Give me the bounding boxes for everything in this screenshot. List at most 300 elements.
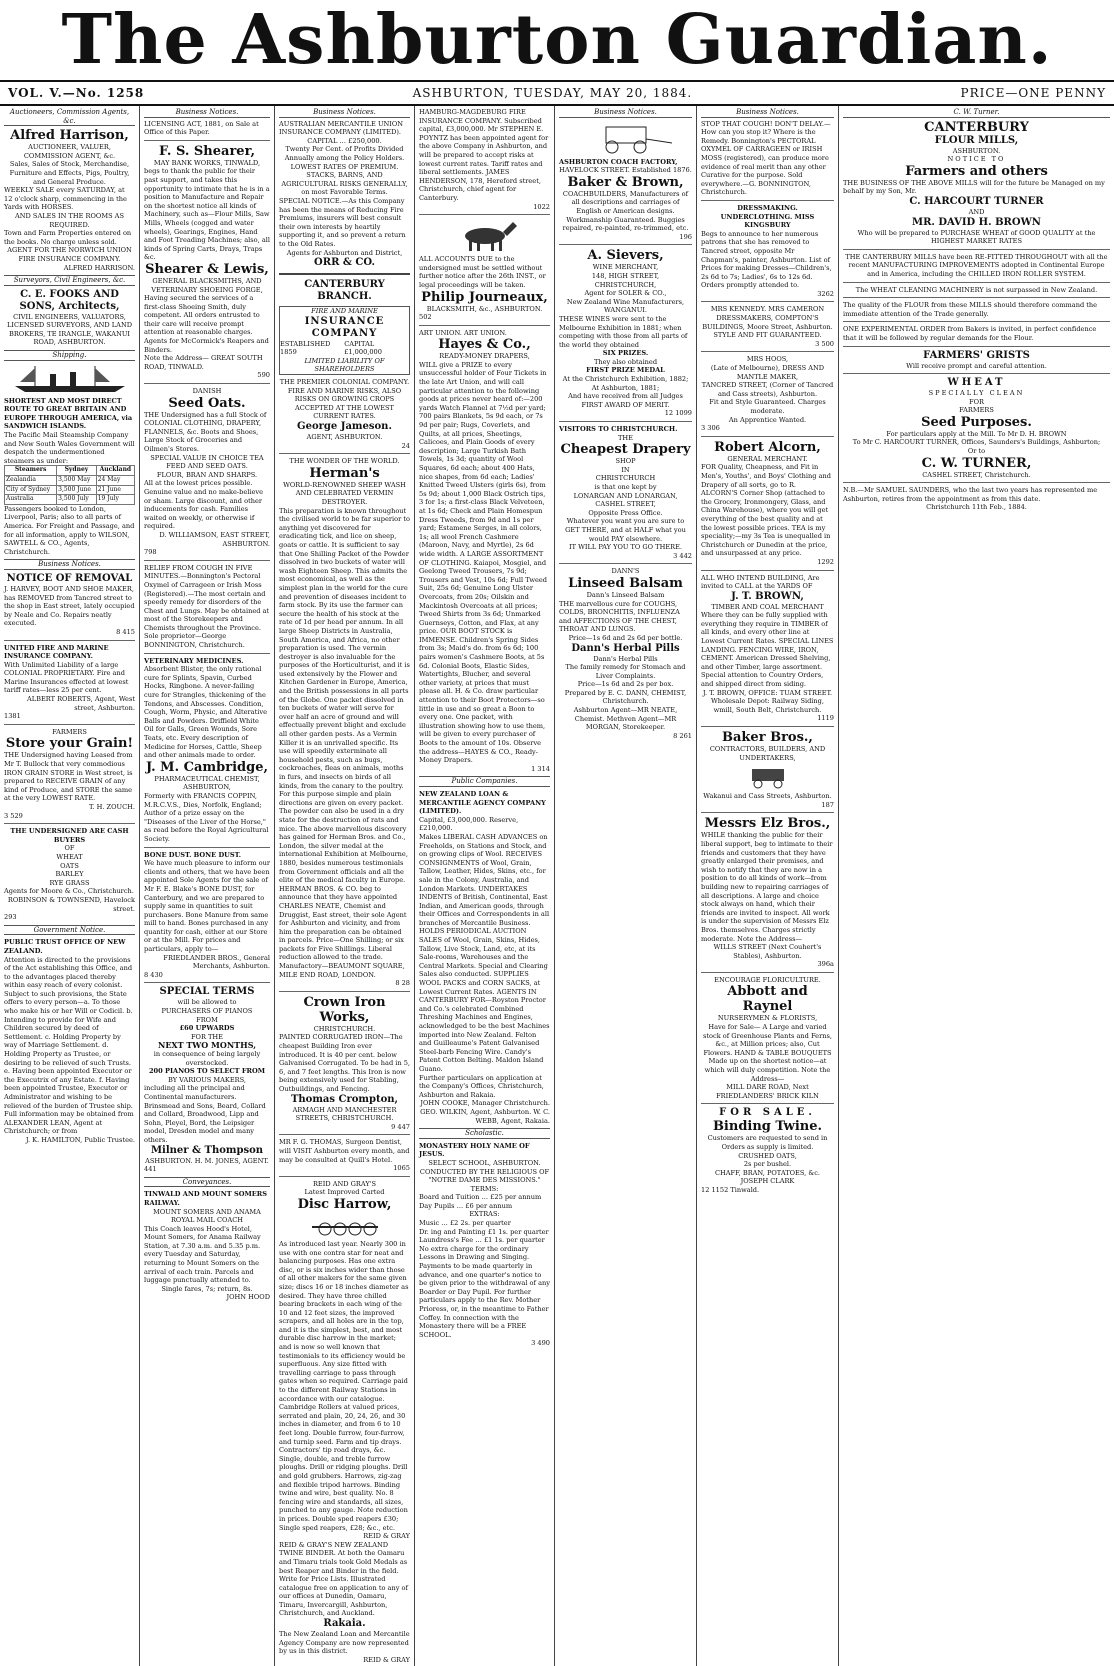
ad-body: Where they can be fully supplied with everything they require in TIMBER of all kinds, and every other line at Lowest Current Rates. SPECIAL LINES LANDING. FENCING WIRE, IRON, CEMENT. American Dressed Shelving, and other Timber, large assortment. Special attention to Country Orders, and shipped direct from siding.: [701, 611, 834, 689]
ad-body: N.B.—Mr SAMUEL SAUNDERS, who the last two years has represented me Ashburton, retires from the appointment as from this date.: [843, 486, 1098, 503]
ad-title: C. E. FOOKS AND SONS, Architects,: [19, 288, 120, 312]
logo-text: INSURANCE COMPANY: [304, 315, 385, 339]
volume-number: VOL. V.—No. 1258: [8, 86, 145, 100]
ad-number: 3 529: [4, 811, 23, 820]
ad-number: 1 314: [531, 764, 550, 773]
table-cell: 24 May: [96, 476, 134, 486]
ad-body: Price—1s 6d and 2s per box.: [577, 680, 674, 689]
logo-text: LIMITED LIABILITY OF SHAREHOLDERS: [304, 356, 385, 374]
ad-body: FOR: [969, 397, 984, 406]
ad-signature: Milner & Thompson: [150, 1144, 264, 1156]
ad-body: THE marvellous cure for COUGHS, COLDS, BRONCHITIS, INFLUENZA and AFFECTIONS OF THE CHEST, THROAT AND LUNGS.: [559, 599, 680, 634]
ad-body: Price—1s 6d and 2s 6d per bottle.: [568, 633, 683, 642]
ad-address: CASHEL STREET,: [595, 500, 656, 509]
ad-body: PURCHASERS OF PIANOS: [161, 1007, 253, 1016]
ad-body: LOWEST RATES OF PREMIUM.: [290, 162, 399, 171]
list-item: OATS: [60, 861, 79, 870]
ad-body: For particulars apply at the Mill. To Mr D. H. BROWN: [886, 429, 1067, 438]
ad-body: Agents for Moore & Co., Christchurch.: [4, 887, 134, 896]
ad-title: Farmers and others: [905, 163, 1048, 179]
table-cell: 21 June: [96, 485, 134, 495]
ad-body: Brinsmead and Sons, Beard, Collard and Collard, Broadwood, Lipp and Sohn, Pleyel, Bord, the Leipsiger model, Dresden model and many others.: [144, 1101, 266, 1144]
ad-body: No extra charge for the ordinary Lessons in Drawing and Singing. Payments to be made quarterly in advance, and one quarter's notice to be given prior to the withdrawal of any Boarder or Day Pupil. For further particulars apply to the Rev. Mother Prioress, or, in the meantime to Father Coffey. In connection with the Monastery there will be a FREE SCHOOL.: [419, 1244, 550, 1339]
ad-body: AND SALES IN THE ROOMS AS REQUIRED.: [15, 211, 124, 229]
ad-body: THE Undersigned has a full Stock of COLONIAL CLOTHING, DRAPERY, FLANNELS, &c. Boots and Shoes, Large Stock of Groceries and Oilmen's Stores.: [144, 410, 267, 453]
ad-body: STOP THAT COUGH! DON'T DELAY.—How can you stop it? Where is the Remedy. Bonnington's PECTORAL OXYMEL OF CARRAGEEN or IRISH MOSS (registered), can produce more evidence of real merit than any other Curative for the purpose. Sold everywhere.—G. BONNINGTON, Christchurch.: [701, 119, 831, 197]
ad-body: ONE EXPERIMENTAL ORDER from Bakers is invited, in perfect confidence that it will be followed by regular demands for the Flour.: [843, 325, 1097, 342]
ad-body: Dann's Linseed Balsam: [586, 590, 665, 599]
disc-harrow-illustration: [310, 1215, 380, 1237]
ad-signature: D. WILLIAMSON, EAST STREET, ASHBURTON.: [159, 530, 270, 548]
ad-body: PAINTED CORRUGATED IRON—The cheapest Building Iron ever introduced. It is 40 per cent. below Galvanised Corrugated. To be had in 5, 6, and 7 feet lengths. This Iron is now being extensively used for Stabling, Outbuildings, and Fencing.: [279, 1033, 411, 1093]
ad-number: 12 1152 Tinwald.: [701, 1185, 760, 1194]
capital-label: CAPITAL: [307, 136, 338, 145]
ad-number: 8 261: [673, 731, 692, 740]
ad-subtitle: GENERAL BLACKSMITHS, AND VETERINARY SHOEING FORGE,: [151, 276, 263, 294]
column-6: [697, 106, 839, 1666]
section-header: Public Companies.: [419, 776, 550, 787]
list-item: Board and Tuition … £25 per annum: [419, 1193, 542, 1202]
ad-title: Seed Purposes.: [921, 414, 1032, 430]
ad-body: The family remedy for Stomach and Liver Complaints.: [565, 663, 686, 680]
logo-text: FIRE AND MARINE: [311, 307, 378, 316]
logo-text: ESTABLISHED 1859: [280, 339, 331, 357]
ad-body: All at the lowest prices possible. Genuine value and no make-believe or sham. Large discount, and other inducements for cash. Families waited on weekly, or otherwise if required.: [144, 479, 264, 531]
ad-number: 1381: [4, 712, 21, 721]
ad-address: ASHBURTON.: [952, 146, 1001, 155]
ad-title: Abbott and Raynel: [727, 984, 808, 1015]
ad-number: 293: [4, 913, 17, 922]
ad-body: begs to thank the public for their past support, and takes this opportunity to intimate that he is in a position to Manufacture and Repair on the shortest notice all kinds of Machinery, such as—Flour Mills, Saw Mills, Wheels (cogged and water wheels), Gearings, Engines, Hand and Foot Treading Machines; also, all kinds of Spring Carts, Drays, Traps &c.: [144, 167, 270, 262]
ad-signature: C. W. TURNER,: [921, 455, 1032, 471]
ad-body: Ashburton Agent—MR NEATE, Chemist. Methven Agent—MR MORGAN, Storekeeper.: [573, 706, 678, 732]
ad-body: including all the principal and Continental manufacturers.: [144, 1084, 245, 1101]
ad-address: 148, HIGH STREET,: [591, 271, 660, 280]
ad-body: Formerly with FRANCIS COPPIN, M.R.C.V.S., Dies, Norfolk, England; Author of a prize essay on the "Diseases of the Liver of the Horse," as read before the Royal Agricultural Society.: [144, 791, 269, 843]
ad-title: F. S. Shearer,: [158, 143, 256, 159]
ad-body: At the Christchurch Exhibition, 1882; At Ashburton, 1881;: [562, 375, 689, 392]
ad-title: CANTERBURY: [924, 119, 1029, 135]
ad-address: WILLS STREET (Next Couhert's Stables), Ashburton.: [713, 943, 822, 960]
table-header: Steamers: [5, 466, 57, 476]
ad-body: RELIEF FROM COUGH IN FIVE MINUTES.—Bonnington's Pectoral Oxymel of Carrageen or Irish Moss (Registered).—The most certain and speedy remedy for disorders of the Chest and Lungs. May be obtained at most of the Storekeepers and Chemists throughout the Province. Sole proprietor—George BONNINGTON, Christchurch.: [144, 563, 270, 650]
ad-body: LICENSING ACT, 1881, on Sale at Office of this Paper.: [144, 119, 259, 137]
ad-body: CIVIL ENGINEERS, VALUATORS, LICENSED SURVEYORS, AND LAND BROKERS, TE IRANGLE, WAKANUI ROAD, ASHBURTON.: [6, 312, 132, 347]
ad-body: Dann's Herbal Pills: [593, 654, 658, 663]
ad-title: BONE DUST. BONE DUST.: [144, 850, 242, 859]
ad-signature: ROBINSON & TOWNSEND, Havelock street.: [7, 895, 135, 913]
ad-title: NEW ZEALAND LOAN & MERCANTILE AGENCY COMPANY (LIMITED).: [419, 789, 546, 816]
section-header: Surveyors, Civil Engineers, &c.: [4, 275, 135, 286]
ad-title: J. M. Cambridge,: [145, 759, 268, 775]
ad-signature: ORR & CO.: [314, 257, 375, 269]
ad-body: ALL ACCOUNTS DUE to the undersigned must be settled without further notice after the 26th INST., or legal proceedings will be taken.: [419, 255, 546, 289]
ad-body: Makes LIBERAL CASH ADVANCES on Freeholds, on Stations and Stock, and on growing clips of Wool. RECEIVES CONSIGNMENTS of Wool, Grain, Tallow, Leather, Hides, Skins, etc., for sale in the Colony, Australia, and London Markets. UNDERTAKES INDENTS of British, Continental, East Indian, and American goods, through their Offices and Correspondents in all branches of Mercantile Business. HOLDS PERIODICAL AUCTION SALES of Wool, Grain, Skins, Hides, Tallow, Live Stock, Land, etc, at its Sale-rooms, Warehouses and the Central Markets. Special and Clearing Sales also conducted. SUPPLIES WOOL PACKS and CORN SACKS, at Lowest Current Rates. AGENTS IN CANTERBURY FOR—Royston Proctor and Co.'s celebrated Combined Threshing Machines and Engines, acknowledged to be the best Machines imported into New Zealand. Felton and Guilleaume's Patent Galvanised Steel-barb Fencing Wire. Candy's Patent Cotton Belting. Maldon Island Guano.: [419, 832, 550, 1073]
ad-body: Begs to announce to her numerous patrons that she has removed to Tancred street, opposite Mr Chapman's, painter, Ashburton. List of Prices for making Dresses—Children's, 2s 6d to 7s; Ladies', 6s to 12s 6d. Orders promptly attended to.: [701, 229, 832, 290]
ad-title: ASHBURTON COACH FACTORY,: [559, 157, 678, 166]
ad-body: in consequence of being largely overstocked.: [153, 1050, 261, 1067]
ad-title: Store your Grain!: [5, 736, 134, 752]
ad-body: New Zealand Wine Manufacturers, WANGANUI.: [566, 297, 685, 315]
ad-subtitle: READY-MONEY DRAPERS,: [439, 352, 530, 361]
ad-address: Wholesale Depot: Railway Siding, wmill, South Belt, Christchurch.: [711, 697, 824, 714]
ad-body: IN: [621, 465, 630, 474]
ad-body: ASHBURTON. H. M. JONES, AGENT.: [145, 1156, 269, 1165]
ad-subtitle: AUCTIONEER, VALUER, COMMISSION AGENT, &c.: [23, 143, 116, 160]
ad-body: Town and Farm Properties entered on the books. No charge unless sold.: [4, 229, 132, 246]
ad-title: TINWALD AND MOUNT SOMERS RAILWAY.: [144, 1190, 268, 1207]
ad-body: FROM: [196, 1015, 218, 1024]
ad-title: FARMERS' GRISTS: [923, 349, 1030, 361]
ad-body: AGENT FOR THE NORWICH UNION FIRE INSURANCE COMPANY.: [7, 246, 132, 263]
ad-body: They also obtained: [593, 357, 658, 366]
ad-number: 3262: [817, 289, 834, 298]
ad-title: Herman's: [309, 465, 380, 481]
table-cell: Zealandia: [5, 476, 57, 486]
ad-signature: JOHN COOKE, Manager Christchurch. GEO. WILKIN, Agent, Ashburton. W. C. WEBB, Agent, Rakaia.: [420, 1099, 550, 1125]
ad-title: Crown Iron Works,: [303, 994, 386, 1025]
ad-subtitle: BLACKSMITH, &c., ASHBURTON.: [426, 304, 543, 313]
table-cell: 3,500 June: [57, 485, 97, 495]
ad-body: THESE WINES were sent to the Melbourne Exhibition in 1881; when competing with those from all parts of the world they obtained: [559, 314, 688, 349]
ad-number: 12 1099: [664, 409, 692, 418]
ad-body: With Unlimited Liability of a large COLONIAL PROPRIETARY. Fire and Marine Insurances effected at lowest tariff rates—less 25 per cent.: [4, 660, 129, 695]
ad-subtitle: NURSERYMEN & FLORISTS,: [717, 1014, 818, 1023]
ad-number: 8 430: [144, 970, 163, 979]
ad-signature: JOHN HOOD: [226, 1293, 270, 1302]
ad-body: As introduced last year. Nearly 300 in use with one contra star for neat and balancing purposes. Has one extra disc, or is six inches wider than those of all other makers for the same given size; discs 16 or 18 inches diameter as desired. They have three chilled bearing brackets in each wing of the 10 and 12 feet sizes, the improved scrapers, and all holes are in the top, and it is the simplest, best, and most durable disc harrow in the market; and is now so well known that testimonials to its efficiency would be superfluous. Any size fitted with travelling carriage to pass through gates when so required. Carriage paid to the different Railway Stations in accordance with our catalogue. Cambridge Rollers at valued prices, serrated and plain, 20, 24, 26, and 30 inches in diameter, and from 6 to 10 feet long. Double furrow, four-furrow, and turnip seed. Farm and tip drays. Contractors' tip road drays, &c. Single, double, and treble furrow ploughs. Drill or ridging ploughs. Drill and gold grubbers. Harrows, zig-zag and flexible tripod harrows. Binding twine and wire, best quality. No. 8 fencing wire and standards, all sizes, punched to any gauge. Note reduction in prices. Double sped reapers £30; Single sped reapers, £28; &c., etc.: [279, 1239, 409, 1532]
ad-number: 1119: [817, 714, 834, 723]
ad-number: 9 447: [391, 1122, 410, 1131]
ad-body: THE Undersigned having Leased from Mr T. Bullock that very commodious IRON GRAIN STORE in West street, is prepared to RECEIVE GRAIN of any kind of Produce, and STORE the same at the very LOWEST RATE.: [4, 751, 133, 803]
ad-body: Passengers booked to London, Liverpool, Paris; also to all parts of America. For Freight and Passage, and for all information, apply to WILSON, SAWTELL & CO., Agents, Christchurch.: [4, 504, 135, 556]
ad-body: THE CANTERBURY MILLS have been RE-FITTED THROUGHOUT with all the recent MANUFACTURING IMPROVEMENTS adopted in Continental Europe and in America, including the CHILLED IRON ROLLER SYSTEM.: [845, 252, 1108, 278]
ad-body: C. HARCOURT TURNER: [909, 195, 1044, 207]
ad-subtitle: WORLD-RENOWNED SHEEP WASH AND CELEBRATED VERMIN DESTROYER.: [283, 480, 406, 506]
ad-subtitle: MOUNT SOMERS AND ANAMA ROYAL MAIL COACH: [153, 1207, 261, 1225]
ad-body: Manufactory—BEAUMONT SQUARE, MILE END ROAD, LONDON.: [279, 962, 405, 979]
ad-subtitle: HAVELOCK STREET. Established 1876.: [559, 166, 692, 175]
ad-body: The WHEAT CLEANING MACHINERY is not surpassed in New Zealand.: [855, 285, 1098, 294]
steamship-illustration: [10, 364, 130, 394]
ad-body: Further particulars on application at the Company's Offices, Christchurch, Ashburton and Rakaia.: [419, 1073, 544, 1099]
ad-title: J. T. BROWN,: [731, 590, 804, 602]
ad-signature: JOSEPH CLARK: [740, 1177, 795, 1186]
ad-title: A. Sievers,: [587, 248, 664, 264]
ad-pretitle: ART UNION. ART UNION.: [419, 328, 507, 337]
ad-body: WILL give a PRIZE to every unsuccessful holder of Four Tickets in the late Art Union, and will call particular attention to the following goods at prices never heard of:—200 yards Watch Flannel at 7½d per yard; 700 pairs Blankets, 5s 9d each, or 7s 9d per pair; Rugs, Coverlets, and Quilts, at all prices, Sheetings, Calicoes, and Plain Goods of every description; Large Turkish Bath Towels, 1s 3d; quantity of Wool Squares, 6d each; about 400 Hats, nice shapes, from 6d each; Ladies' Knitted Tweed Ulsters (girls 6s), from 5s 9d; about 1,000 Black Ostrich tips, 3 for 1s; a first-class Black Velveteen, at 1s 6d; Check and Plain Homespun Dress Tweeds, from 9d and 1s per yard; Estamene Serges, in all colors, 1s; all wool French Cashmere (Maroon, Navy, and Myrtle), 2s 6d wide width. A LARGE ASSORTMENT OF CLOTHING. Kaiapoi, Mosgiel, and Geelong Tweed Trousers, 7s 9d; Trousers and Vest, 10s 6d; Full Tweed Suit, 25s 6d; Genuine Long Ulster Overcoats, from 20s; Oilskin and Mackintosh Overcoats at all prices; Tweed Shirts from 3s 6d; Unmarked Guernseys, Cotton, and Flax, at any price. OUR BOOT STOCK is IMMENSE. Children's Spring Sides from 3s; Maid's do. from 6s 6d; 100 pairs women's Cashmere Boots, at 5s 6d. Colonial Boots, Elastic Sides, Watertights, Blucher, and several other variety, at prices that must please all. H. & Co. draw particular attention to their Boot Protectors—so little in use and so great a Boon to every one. One packet, with illustration showing how to use them, will be given to every purchaser of Boots to the amount of 10s. Observe the address—HAYES & CO., Ready-Money Drapers.: [419, 360, 548, 765]
ad-number: 441: [144, 1165, 157, 1174]
ad-body: Who will be prepared to PURCHASE WHEAT of GOOD QUALITY at the HIGHEST MARKET RATES: [857, 228, 1096, 246]
ad-address: TANCRED STREET, (Corner of Tancred and Cass streets), Ashburton.: [701, 381, 834, 398]
ad-number: 3 442: [673, 551, 692, 560]
insurance-logo: [279, 306, 410, 375]
table-cell: 3,500 May: [57, 476, 97, 486]
ad-number: 1292: [817, 557, 834, 566]
ad-body: IT WILL PAY YOU TO GO THERE.: [568, 543, 683, 552]
ad-body: THE PREMIER COLONIAL COMPANY.: [279, 378, 410, 387]
column-3: [275, 106, 415, 1666]
ad-body: Have for Sale— A Large and varied stock of Greenhouse Plants and Ferns, &c., at Million prices; also, Cut Flowers. HAND & TABLE BOUQUETS Made up on the shortest notice—at which will duly competition. Note the Address—: [703, 1023, 832, 1083]
ad-title: SHORTEST AND MOST DIRECT ROUTE TO GREAT BRITAIN AND EUROPE THROUGH AMERICA, via SANDWICH ISLANDS.: [4, 396, 133, 431]
ad-subtitle: PHARMACEUTICAL CHEMIST, ASHBURTON,: [154, 774, 260, 792]
ad-body: J. HARVEY, BOOT AND SHOE MAKER, has REMOVED from Tancred street to the shop in East street, lately occupied by Neale and Co. Repairs neatly executed.: [4, 584, 135, 628]
ad-body: This preparation is known throughout the civilised world to be far superior to anything yet discovered for eradicating tick, and lice on sheep, goats or cattle. It is sufficient to say that One Shilling Packet of the Powder dissolved in two buckets of water will wash Eighteen Sheep. This admits the most economical, as well as the simplest plan in the world for the cure and prevention of diseases incident to farm stock. By its use the farmer can secure the health of his stock at the rate of 1d per head per annum. In all large Sheep Districts in Australia, South America, and Africa, no other preparation is used. The vermin destroyer is also invaluable for the purposes of the Horticulturist, and it is used extensively by the Flower and Kitchen Gardener in Europe, America, and the British possessions in all parts of the Globe. One packet dissolved in ten buckets of water will serve for over half an acre of ground and will effectually prevent blight and exclude all other garden pests. As a Vermin Killer it is an unrivalled specific. Its use will speedily exterminate all household pests, such as bugs, cockroaches, fleas on animals, moths in furs, and insects on birds of all kinds, from the canary to the poultry. For this purpose simple and plain directions are given on every packet. The powder can also be used in a dry state for the destruction of rats and mice. The above marvellous discovery has gained for Herman Bros. and Co., London, the silver medal at the international Exhibition at Melbourne, 1880, besides numerous testimonials from Government officials and all the elite of the medical faculty in Europe.: [279, 506, 410, 885]
coach-illustration: [576, 121, 676, 155]
page-columns: [0, 106, 1114, 1664]
hearse-illustration: [738, 765, 798, 789]
ad-title: THE UNDERSIGNED ARE CASH BUYERS: [10, 827, 129, 844]
capital-value: £250,000.: [348, 136, 382, 145]
ad-subtitle: WINE MERCHANT,: [592, 263, 659, 272]
ad-body: Agent for SOLER & CO.,: [584, 289, 667, 298]
ad-title: Binding Twine.: [712, 1119, 823, 1135]
ad-number: 8 28: [395, 979, 410, 988]
ad-title: PUBLIC TRUST OFFICE OF NEW ZEALAND.: [4, 938, 126, 955]
ad-signature: Thomas Crompton,: [290, 1093, 399, 1105]
ad-title: Shearer & Lewis,: [145, 261, 269, 277]
ad-number: 187: [821, 800, 834, 809]
ad-body: NOTICE TO: [947, 155, 1006, 164]
ad-body: Twenty Per Cent. of Profits Divided Annually among the Policy Holders.: [284, 145, 405, 162]
ad-body: Having secured the services of a first-class Shoeing Smith, duly competent. All orders entrusted to their care will receive prompt attention at reasonable charges. Agents for McCormick's Reapers and Binders.: [144, 294, 269, 354]
ad-title: MRS HOOS,: [746, 355, 789, 364]
column-4: [415, 106, 555, 1666]
ad-body: ALL WHO INTEND BUILDING, Are invited to CALL at the YARDS OF: [701, 573, 820, 591]
section-header: Business Notices.: [4, 559, 135, 570]
ad-number: 3 490: [531, 1339, 550, 1348]
ad-body: FIRST PRIZE MEDAL: [586, 366, 665, 375]
list-item: Laundress's Fee … £1 1s. per quarter: [419, 1236, 545, 1245]
ad-pretitle: THE WONDER OF THE WORLD.: [289, 457, 400, 466]
ad-subtitle: GENERAL MERCHANT.: [727, 454, 808, 463]
ad-number: 1022: [533, 202, 550, 211]
ad-body: MR F. G. THOMAS, Surgeon Dentist, will VISIT Ashburton every month, and may be consulted at Quill's Hotel.: [279, 1138, 410, 1164]
table-row: [5, 466, 135, 476]
ad-body: The New Zealand Loan and Mercantile Agency Company are now represented by us in this district.: [279, 1630, 410, 1656]
ad-body: SIX PRIZES.: [602, 349, 649, 358]
ad-body: REID & GRAY'S NEW ZEALAND TWINE BINDER. At both the Oamaru and Timaru trials took Gold Medals as best Reaper and Binder in the field. Write for Price Lists. Illustrated catalogue free on application to any of our offices at Dunedin, Oamaru, Timaru, Invercargill, Ashburton, Christchurch, and Auckland.: [279, 1540, 408, 1618]
ad-pretitle: REID AND GRAY'S: [312, 1179, 377, 1188]
column-5: [555, 106, 697, 1666]
ad-body: SPECIAL VALUE IN CHOICE TEA: [150, 453, 264, 462]
ad-subtitle: Latest Improved Carted: [304, 1188, 385, 1197]
ad-pretitle: FOR SALE.: [719, 1107, 816, 1119]
ad-address: ARMAGH AND MANCHESTER STREETS, CHRISTCHURCH.: [292, 1105, 397, 1123]
ad-body: OF: [64, 844, 75, 853]
ad-body: CONDUCTED BY THE RELIGIOUS OF "NOTRE DAME DES MISSIONS.": [419, 1167, 550, 1185]
ad-body: SHOP: [615, 457, 636, 466]
dateline: [0, 80, 1114, 106]
ad-subtitle: MAY BANK WORKS, TINWALD,: [153, 158, 261, 167]
ad-title: MONASTERY HOLY NAME OF JESUS.: [419, 1141, 530, 1159]
ad-number: 3 500: [815, 339, 834, 348]
ad-body: NEXT TWO MONTHS,: [158, 1040, 256, 1051]
ad-body: FIRE AND MARINE RISKS, ALSO RISKS ON GROWING CROPS ACCEPTED AT THE LOWEST CURRENT RATES.: [287, 386, 402, 421]
ad-subtitle: (Late of Melbourne), DRESS AND MANTLE MAKER,: [710, 364, 825, 381]
section-header: C. W. Turner.: [843, 108, 1110, 118]
ad-body: 2s per bushel.: [743, 1160, 792, 1169]
ad-subtitle: TIMBER AND COAL MERCHANT: [711, 602, 824, 611]
ad-body: MRS KENNEDY. MRS CAMERON DRESSMAKERS, COMPTON'S BUILDINGS, Moore Street, Ashburton. STYLE AND FIT GUARANTEED.: [702, 305, 833, 340]
ad-signature: FRIEDLANDER BROS., General Merchants, Ashburton.: [163, 953, 270, 971]
ad-body: TERMS:: [470, 1184, 499, 1193]
ad-body: FARMERS: [959, 406, 994, 415]
ad-number: 24: [401, 441, 410, 450]
ad-body: AND: [968, 207, 985, 216]
section-header: Government Notice.: [4, 925, 135, 936]
section-header: Business Notices.: [701, 108, 834, 118]
ad-body: LONARGAN AND LONARGAN,: [573, 491, 678, 500]
ad-body: MR. DAVID H. BROWN: [912, 216, 1041, 228]
ad-signature: T. H. ZOUCH.: [89, 803, 135, 811]
ad-pretitle: DANN'S: [611, 567, 640, 576]
ad-body: And have received from all Judges FIRST AWARD OF MERIT.: [568, 392, 683, 409]
ad-body: WHILE thanking the public for their liberal support, beg to intimate to their friends and customers that they have greatly enlarged their premises, and wish to notify that they are now in a position to do all kinds of work—from building new to repairing carriages of all descriptions. A large and choice stock always on hand, which their friends are invited to inspect. All work is under the supervision of Messrs Elz Bros. themselves. Charges strictly moderate. Note the Address—: [701, 831, 833, 943]
ad-title: DRESSMAKING. UNDERCLOTHING. MISS KINGSBURY: [720, 203, 815, 230]
section-header: Conveyances.: [144, 1177, 270, 1188]
ad-body: CHAFF, BRAN, POTATOES, &c.: [714, 1168, 820, 1177]
ad-number: 396a: [817, 960, 834, 969]
ad-title: Rakaia.: [323, 1618, 366, 1630]
ad-body: CAPITAL … £250,000.: [307, 136, 382, 145]
ad-title: Alfred Harrison,: [10, 128, 129, 144]
ad-signature: J. K. HAMILTON, Public Trustee.: [25, 1135, 135, 1144]
ad-body: We have much pleasure to inform our clients and others, that we have been appointed Sole Agents for the sale of Mr F. E. Blake's BONE DUST, for Canterbury, and we are prepared to supply same in quantities to suit purchasers. Bone Manure from same mill to hand. Bones purchased in any quantity for cash, either at our Store or at the Mill. For prices and particulars, apply to—: [144, 859, 270, 954]
table-row: [5, 476, 135, 486]
ad-body: SPECIAL NOTICE.—As this Company has been the means of Reducing Fire Premiums, insurers will best consult their own interests by heartily supporting it, and so prevent a return to the Old Rates.: [279, 196, 406, 248]
ad-title: Robert Alcorn,: [714, 439, 821, 455]
section-header: Auctioneers, Commission Agents, &c.: [4, 108, 135, 126]
ad-title: Seed Oats.: [168, 395, 246, 411]
ad-number: 196: [679, 232, 692, 241]
ad-body: Will receive prompt and careful attention.: [906, 361, 1047, 370]
ad-body: Opposite Press Office.: [588, 508, 663, 517]
table-cell: 19 July: [96, 495, 134, 505]
table-row: [5, 495, 135, 505]
ad-title: UNITED FIRE AND MARINE INSURANCE COMPANY.: [4, 643, 109, 661]
list-item: WHEAT: [56, 852, 83, 861]
ad-body: FOR Quality, Cheapness, and Fit in Men's, Youths', and Boys' Clothing and Drapery of all sorts, go to R. ALCORN'S Corner Shop (attached to the Grocery, Ironmongery, Glass, and China Warehouse), where you will get everything of the best quality and at the lowest possible prices. TEA is my speciality;—my 3s Tea is unequalled in Christchurch or Dunedin at the price, and unsurpassed at any price.: [701, 463, 831, 558]
ad-body: Christchurch 11th Feb., 1884.: [926, 503, 1027, 512]
ad-body: THE: [618, 433, 633, 442]
ad-title: Baker & Brown,: [567, 174, 684, 190]
list-item: RYE GRASS: [49, 878, 90, 887]
ad-address: Note the Address— GREAT SOUTH ROAD, TINWALD.: [144, 354, 263, 371]
ad-signature: J. T. BROWN, OFFICE: TUAM STREET.: [702, 688, 833, 697]
ad-body: Whatever you want you are sure to GET THERE, and at HALF what you would PAY elsewhere.: [565, 517, 686, 543]
ad-signature: ALFRED HARRISON.: [63, 263, 135, 272]
list-item: EXTRAS:: [469, 1210, 500, 1219]
table-row: [5, 485, 135, 495]
ad-pretitle: DANISH: [192, 387, 222, 396]
ad-title: Cheapest Drapery: [560, 442, 691, 458]
ad-number: 8 415: [116, 627, 135, 636]
ad-address: CASHEL STREET, Christchurch.: [922, 470, 1031, 479]
ad-body: Single fares, 7s; return, 8s.: [161, 1284, 253, 1293]
section-header: Scholastic.: [419, 1128, 550, 1139]
column-1: [0, 106, 140, 1666]
ad-subtitle: CONTRACTORS, BUILDERS, AND UNDERTAKERS,: [709, 745, 826, 762]
ad-body: HAMBURG-MAGDEBURG FIRE INSURANCE COMPANY. Subscribed capital, £3,000,000. Mr STEPHEN E. POYNTZ has been appointed agent for the above Company in Ashburton, and will be prepared to accept risks at lowest current rates. Tariff rates and liberal settlements. JAMES HENDERSON, 178, Hereford street, Christchurch, chief agent for Canterbury.: [419, 108, 549, 202]
ad-title: Baker Bros.,: [722, 730, 813, 745]
section-header: Business Notices.: [144, 108, 270, 118]
ad-number: 502: [419, 313, 432, 322]
column-2: [140, 106, 275, 1666]
masthead-title: The Ashburton Guardian.: [61, 0, 1053, 80]
ad-subtitle: FLOUR MILLS,: [934, 134, 1019, 146]
ad-body: Agents for Ashburton and District,: [286, 248, 403, 257]
ad-title: WHEAT: [947, 377, 1006, 389]
ad-number: 798: [144, 548, 157, 557]
ad-body: CHRISTCHURCH: [595, 474, 656, 483]
ad-body: COACHBUILDERS, Manufacturers of all descriptions and carriages of English or American designs. Workmanship Guaranteed. Buggies repaired, re-painted, re-trimmed, etc.: [562, 189, 689, 233]
section-header: Business Notices.: [559, 108, 692, 118]
ad-body: AGENT, ASHBURTON.: [306, 433, 383, 442]
list-item: BARLEY: [55, 870, 84, 879]
ad-body: Sales, Sales of Stock, Merchandise, Furniture and Effects, Pigs, Poultry, and General Produce.: [9, 160, 130, 186]
section-header: Business Notices.: [279, 108, 410, 118]
ad-pretitle: FARMERS: [52, 727, 87, 736]
ad-body: An Apprentice Wanted.: [728, 415, 807, 424]
ad-signature: REID & GRAY: [363, 1655, 410, 1664]
list-item: Dr. ing and Painting £1 1s. per quarter: [419, 1227, 549, 1236]
table-cell: 3,500 July: [57, 495, 97, 505]
ad-subtitle: CHRISTCHURCH.: [313, 1024, 376, 1033]
table-header: Auckland: [96, 466, 134, 476]
ad-body: is that one kept by: [594, 483, 657, 491]
ad-body: THE BUSINESS OF THE ABOVE MILLS will for the future be Managed on my behalf by my Son, Mr.: [843, 178, 1105, 196]
ad-body: £60 UPWARDS: [179, 1024, 235, 1033]
ad-address: Wakanui and Cass Streets, Ashburton.: [703, 792, 832, 801]
ad-body: Capital, £3,000,000. Reserve, £210,000.: [419, 815, 519, 833]
issue-date: ASHBURTON, TUESDAY, MAY 20, 1884.: [412, 86, 693, 100]
ad-title: Dann's Herbal Pills: [571, 642, 680, 654]
ad-title: AUSTRALIAN MERCANTILE UNION INSURANCE COMPANY (LIMITED).: [279, 119, 404, 137]
ad-body: STACKS, BARNS, AND AGRICULTURAL RISKS GENERALLY, on most Favorable Terms.: [281, 171, 408, 197]
ad-body: Fit and Style Guaranteed. Charges moderate.: [709, 398, 826, 415]
ad-title: Messrs Elz Bros.,: [704, 816, 831, 832]
ad-address: CHRISTCHURCH,: [594, 280, 657, 289]
ad-number: 590: [257, 371, 270, 380]
ad-signature: ALBERT ROBERTS, Agent, West street, Ashburton.: [26, 695, 135, 712]
ad-title: CANTERBURY BRANCH.: [304, 279, 385, 303]
ad-body: SPECIALLY CLEAN: [928, 389, 1025, 398]
ad-number: 3 306: [701, 424, 720, 433]
ad-body: To Mr C. HARCOURT TURNER, Offices, Saunders's Buildings, Ashburton;: [852, 438, 1101, 447]
ad-body: This Coach leaves Hood's Hotel, Mount Somers, for Anama Railway Station, at 7.30 a.m. and 5.35 p.m. every Tuesday and Saturday, returning to Mount Somers on the arrival of each train. Parcels and luggage punctually attended to.: [144, 1224, 261, 1285]
ad-number: 1065: [393, 1164, 410, 1173]
ad-body: Customers are requested to send in Orders as supply is limited.: [707, 1134, 828, 1151]
logo-text: CAPITAL £1,000,000: [344, 339, 382, 357]
ad-body: FEED AND SEED OATS.: [166, 462, 248, 471]
table-header: Sydney: [57, 466, 97, 476]
column-7: [839, 106, 1114, 1666]
ad-body: Prepared by E. C. DANN, CHEMIST, Christchurch.: [564, 688, 687, 706]
ad-body: HERMAN BROS. & CO. beg to announce that they have appointed CHARLES NEATE, Chemist and Druggist, East street, their sole Agent for Ashburton and vicinity, and from him the preparation can be obtained in parcels. Price—One Shilling; or six packets for Five Shillings. Liberal reduction allowed to the trade.: [279, 884, 407, 962]
ad-body: The Pacific Mail Steamship Company and New South Wales Government will despatch the undermentioned steamers as under:: [4, 431, 135, 465]
ad-title: Disc Harrow,: [297, 1196, 392, 1212]
shipping-table: [4, 465, 135, 504]
ad-title: SPECIAL TERMS: [159, 986, 255, 998]
list-item: Day Pupils … £6 per annum: [419, 1201, 513, 1210]
ad-title: Philip Journeaux,: [421, 289, 548, 305]
ad-body: will be allowed to: [177, 998, 237, 1007]
ad-title: Linseed Balsam: [568, 575, 683, 591]
ad-pretitle: ENCOURAGE FLORICULTURE.: [714, 975, 821, 984]
ad-title: NOTICE OF REMOVAL: [6, 572, 133, 584]
ad-body: FOR THE: [190, 1032, 223, 1041]
